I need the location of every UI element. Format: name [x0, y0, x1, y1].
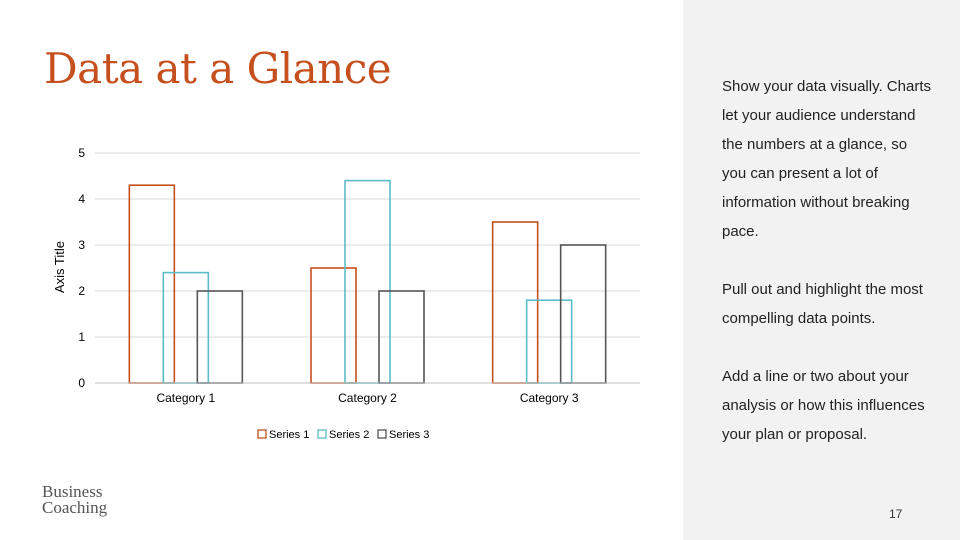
- bar: [129, 185, 174, 383]
- bar: [493, 222, 538, 383]
- bar-chart: [40, 140, 650, 460]
- x-tick-label: Category 3: [519, 391, 579, 405]
- bar: [163, 273, 208, 383]
- company-logo: [42, 484, 107, 516]
- logo-line-2: Coaching: [42, 498, 108, 517]
- legend-label: Series 3: [389, 429, 430, 441]
- legend-label: Series 2: [329, 429, 370, 441]
- bars: [129, 181, 605, 383]
- legend-swatch: [318, 430, 326, 438]
- legend-swatch: [258, 430, 266, 438]
- x-tick-label: Category 2: [338, 391, 397, 405]
- side-paragraph-2: Pull out and highlight the most compelling data points.: [722, 281, 923, 327]
- side-panel-text: [722, 72, 932, 478]
- legend-swatch: [378, 430, 386, 438]
- y-tick-label: 2: [78, 284, 85, 298]
- side-paragraph-1: Show your data visually. Charts let your audience understand the numbers at a glance, so you can present a lot of information without breaking pace.: [722, 78, 931, 240]
- y-axis-title: Axis Title: [52, 240, 67, 294]
- bar: [345, 181, 390, 383]
- y-tick-label: 4: [78, 192, 85, 206]
- bar: [311, 268, 356, 383]
- side-paragraph-3: Add a line or two about your analysis or how this influences your plan or proposal.: [722, 368, 925, 443]
- side-panel: [683, 0, 960, 540]
- y-tick-label: 5: [78, 146, 85, 160]
- slide-title: Data at a Glance: [44, 44, 392, 93]
- y-tick-label: 1: [78, 330, 85, 344]
- y-tick-label: 3: [78, 238, 85, 252]
- y-tick-label: 0: [78, 376, 85, 390]
- legend: [258, 429, 429, 441]
- x-tick-label: Category 1: [156, 391, 216, 405]
- logo-line-1: Business: [42, 482, 103, 501]
- page-number: 17: [889, 507, 903, 521]
- bar: [527, 300, 572, 383]
- bar: [561, 245, 606, 383]
- legend-label: Series 1: [269, 429, 310, 441]
